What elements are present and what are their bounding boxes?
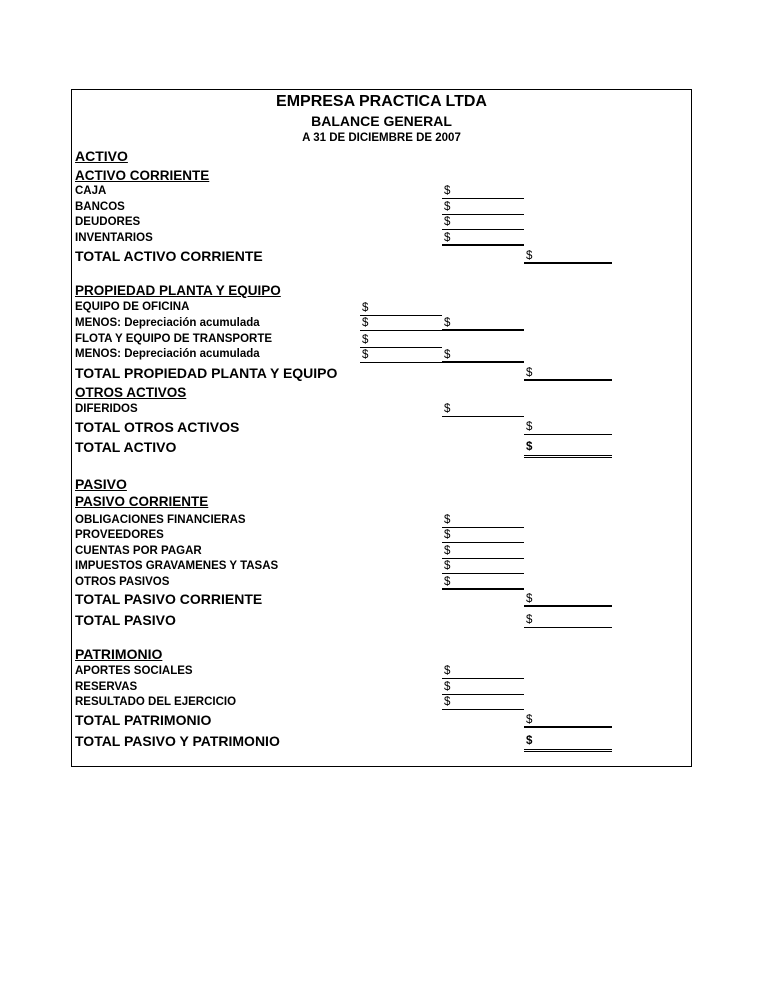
- account-label: EQUIPO DE OFICINA: [75, 301, 190, 313]
- activo-corriente-heading: ACTIVO CORRIENTE: [75, 168, 210, 183]
- amount-cell[interactable]: $: [442, 403, 524, 417]
- total-amount-cell[interactable]: $: [524, 250, 612, 264]
- amount-cell[interactable]: $: [442, 681, 524, 695]
- amount-cell[interactable]: $: [442, 576, 524, 590]
- account-label: OTROS PASIVOS: [75, 576, 170, 588]
- account-label: OBLIGACIONES FINANCIERAS: [75, 514, 246, 526]
- grand-total-amount-cell[interactable]: $: [524, 735, 612, 752]
- net-amount-cell[interactable]: $: [442, 317, 524, 331]
- account-label: INVENTARIOS: [75, 232, 153, 244]
- total-amount-cell[interactable]: $: [524, 367, 612, 381]
- amount-cell[interactable]: $: [360, 302, 442, 316]
- activo-heading: ACTIVO: [75, 148, 128, 164]
- otros-activos-heading: OTROS ACTIVOS: [75, 385, 187, 400]
- account-label: FLOTA Y EQUIPO DE TRANSPORTE: [75, 333, 273, 345]
- amount-cell[interactable]: $: [442, 514, 524, 528]
- total-label: TOTAL PASIVO Y PATRIMONIO: [75, 733, 280, 749]
- pasivo-heading: PASIVO: [75, 476, 127, 492]
- account-label: BANCOS: [75, 201, 125, 213]
- account-label: CAJA: [75, 185, 107, 197]
- amount-cell[interactable]: $: [442, 201, 524, 215]
- amount-cell[interactable]: $: [360, 349, 442, 363]
- account-label: PROVEEDORES: [75, 529, 164, 541]
- report-date: A 31 DE DICIEMBRE DE 2007: [302, 132, 461, 144]
- account-label: CUENTAS POR PAGAR: [75, 545, 202, 557]
- total-label: TOTAL OTROS ACTIVOS: [75, 419, 240, 435]
- account-label: MENOS: Depreciación acumulada: [75, 348, 260, 360]
- total-amount-cell[interactable]: $: [524, 614, 612, 628]
- amount-cell[interactable]: $: [442, 545, 524, 559]
- company-name: EMPRESA PRACTICA LTDA: [276, 93, 487, 110]
- ppe-heading: PROPIEDAD PLANTA Y EQUIPO: [75, 283, 281, 298]
- total-label: TOTAL PASIVO CORRIENTE: [75, 591, 263, 607]
- amount-cell[interactable]: $: [442, 696, 524, 710]
- amount-cell[interactable]: $: [442, 232, 524, 246]
- amount-cell[interactable]: $: [442, 529, 524, 543]
- amount-cell[interactable]: $: [442, 560, 524, 574]
- amount-cell[interactable]: $: [360, 317, 442, 331]
- net-amount-cell[interactable]: $: [442, 349, 524, 363]
- account-label: DEUDORES: [75, 216, 141, 228]
- patrimonio-heading: PATRIMONIO: [75, 646, 163, 662]
- balance-sheet: [71, 89, 692, 767]
- total-amount-cell[interactable]: $: [524, 421, 612, 435]
- total-label: TOTAL PROPIEDAD PLANTA Y EQUIPO: [75, 365, 338, 381]
- total-label: TOTAL PASIVO: [75, 612, 176, 628]
- amount-cell[interactable]: $: [360, 334, 442, 348]
- account-label: MENOS: Depreciación acumulada: [75, 317, 260, 329]
- account-label: IMPUESTOS GRAVAMENES Y TASAS: [75, 560, 279, 572]
- account-label: RESERVAS: [75, 681, 138, 693]
- total-label: TOTAL ACTIVO: [75, 439, 177, 455]
- total-amount-cell[interactable]: $: [524, 714, 612, 728]
- account-label: APORTES SOCIALES: [75, 665, 193, 677]
- total-label: TOTAL PATRIMONIO: [75, 712, 212, 728]
- amount-cell[interactable]: $: [442, 216, 524, 230]
- total-label: TOTAL ACTIVO CORRIENTE: [75, 248, 263, 264]
- grand-total-amount-cell[interactable]: $: [524, 441, 612, 458]
- account-label: DIFERIDOS: [75, 403, 138, 415]
- amount-cell[interactable]: $: [442, 185, 524, 199]
- total-amount-cell[interactable]: $: [524, 593, 612, 607]
- amount-cell[interactable]: $: [442, 665, 524, 679]
- pasivo-corriente-heading: PASIVO CORRIENTE: [75, 494, 209, 509]
- account-label: RESULTADO DEL EJERCICIO: [75, 696, 237, 708]
- report-title: BALANCE GENERAL: [311, 113, 452, 129]
